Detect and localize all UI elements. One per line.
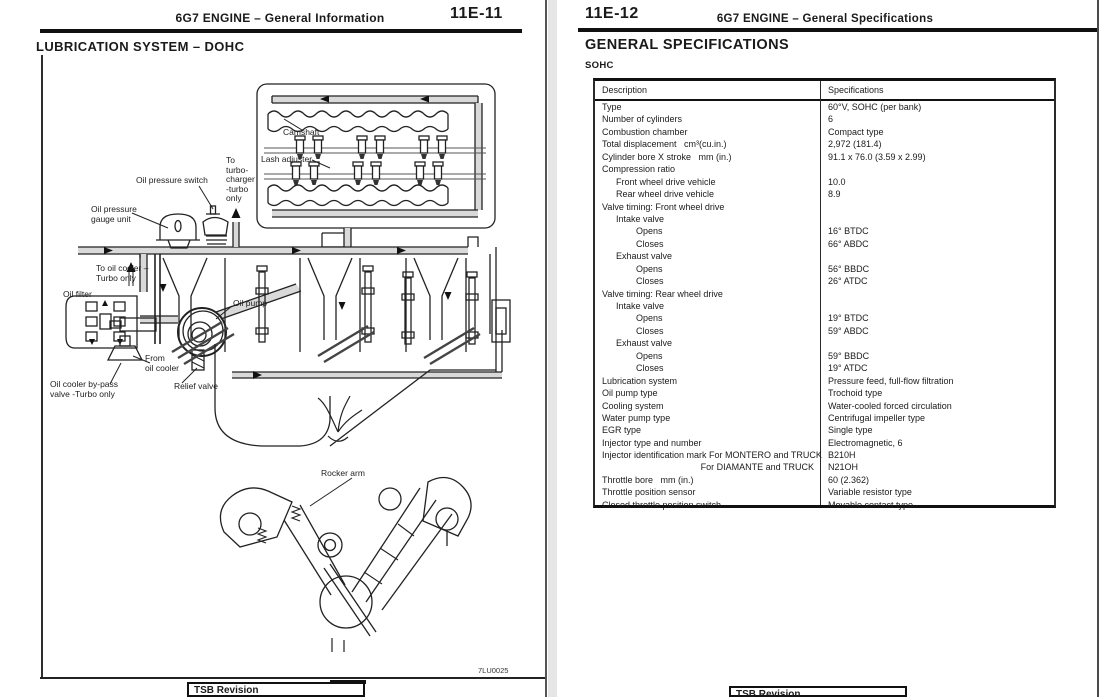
table-row: Valve timing: Rear wheel drive xyxy=(602,288,723,299)
spec-table-body xyxy=(595,101,1054,511)
right-section-subtitle: SOHC xyxy=(585,60,614,71)
tsb-revision-box-right xyxy=(729,686,907,700)
label-oil-pump: Oil pump xyxy=(233,298,268,308)
table-row: Closes 19° ATDC xyxy=(636,363,868,374)
figure-code: 7LU0025 xyxy=(478,666,509,675)
right-page-edge xyxy=(1097,0,1099,697)
table-row: Throttle bore mm (in.) 60 (2.362) xyxy=(602,474,870,485)
table-row: Closes 26° ATDC xyxy=(636,276,868,287)
tsb-revision-box-left xyxy=(187,682,365,697)
table-row: Opens 16° BTDC xyxy=(636,226,869,237)
label-oil-pressure-gauge-unit: Oil pressure gauge unit xyxy=(91,204,137,224)
table-row: Injector identification mark For MONTERO and TRUCK For DIAMANTE and TRUCK B210H N21OH xyxy=(602,450,859,473)
table-row: Oil pump type Trochoid type xyxy=(602,388,883,399)
left-section-title: LUBRICATION SYSTEM – DOHC xyxy=(36,39,245,54)
table-row: Lubrication system Pressure feed, full-flow filtration xyxy=(602,375,954,386)
label-oil-cooler-bypass-valve: Oil cooler by-pass valve -Turbo only xyxy=(50,379,119,399)
table-row: Exhaust valve xyxy=(616,251,673,262)
table-row: Intake valve xyxy=(616,213,665,224)
label-rocker-arm: Rocker arm xyxy=(321,468,365,478)
tsb-revision-label: TSB Revision xyxy=(736,689,801,700)
table-row: Water pump type Centrifugal impeller type xyxy=(602,412,926,423)
table-row: Closes 59° ABDC xyxy=(636,325,869,336)
label-to-oil-cooler: To oil cooler – Turbo only xyxy=(96,263,149,283)
right-header-rule xyxy=(578,28,1099,32)
table-row: Opens 56° BBDC xyxy=(636,263,870,274)
right-page-header-title: 6G7 ENGINE – General Specifications xyxy=(716,13,934,25)
tsb-revision-label: TSB Revision xyxy=(194,685,259,696)
label-camshaft: Camshaft xyxy=(283,127,320,137)
table-row: Exhaust valve xyxy=(616,338,673,349)
table-row: Opens 59° BBDC xyxy=(636,350,870,361)
table-row: Throttle position sensor Variable resistor type xyxy=(602,487,912,498)
label-to-turbocharger: To turbo- charger -turbo only xyxy=(226,155,255,203)
label-oil-filter: Oil filter xyxy=(63,289,92,299)
label-relief-valve: Relief valve xyxy=(174,381,218,391)
table-row: Front wheel drive vehicle 10.0 xyxy=(616,176,846,187)
table-row: Injector type and number Electromagnetic, 6 xyxy=(602,437,903,448)
label-from-oil-cooler: From oil cooler xyxy=(145,353,180,373)
table-row: Cooling system Water-cooled forced circulation xyxy=(602,400,952,411)
table-row: Compression ratio xyxy=(602,164,676,175)
table-row: Number of cylinders 6 xyxy=(602,114,834,125)
table-row: Type 60°V, SOHC (per bank) xyxy=(602,102,922,112)
left-bottom-rule xyxy=(40,677,546,679)
table-row: Valve timing: Front wheel drive xyxy=(602,201,725,212)
label-oil-pressure-switch: Oil pressure switch xyxy=(136,175,208,185)
table-row: Closed throttle position switch Movable contact type xyxy=(602,499,914,510)
right-page-number: 11E-12 xyxy=(585,5,639,22)
table-header-row xyxy=(595,81,1054,101)
page-gutter-line xyxy=(545,0,547,697)
right-section-title: GENERAL SPECIFICATIONS xyxy=(585,37,790,53)
table-row: Total displacement cm³(cu.in.) 2,972 (181.4) xyxy=(602,139,882,150)
left-page-header-title: 6G7 ENGINE – General Information xyxy=(175,11,385,25)
table-row: Combustion chamber Compact type xyxy=(602,126,884,137)
table-row: Intake valve xyxy=(616,301,665,311)
table-header-description: Description xyxy=(602,85,648,95)
label-lash-adjuster: Lash adjuster xyxy=(261,154,313,164)
page-gutter-shade xyxy=(548,0,557,697)
table-row: EGR type Single type xyxy=(602,425,873,436)
table-row: Closes 66° ABDC xyxy=(636,238,869,249)
table-row: Cylinder bore X stroke mm (in.) 91.1 x 76.0 (3.59 x 2.99) xyxy=(602,151,926,162)
table-row: Rear wheel drive vehicle 8.9 xyxy=(616,189,841,200)
general-specifications-table xyxy=(593,78,1056,508)
left-page-number: 11E-11 xyxy=(450,5,503,22)
table-row: Opens 19° BTDC xyxy=(636,313,869,324)
table-header-specifications: Specifications xyxy=(828,85,884,95)
